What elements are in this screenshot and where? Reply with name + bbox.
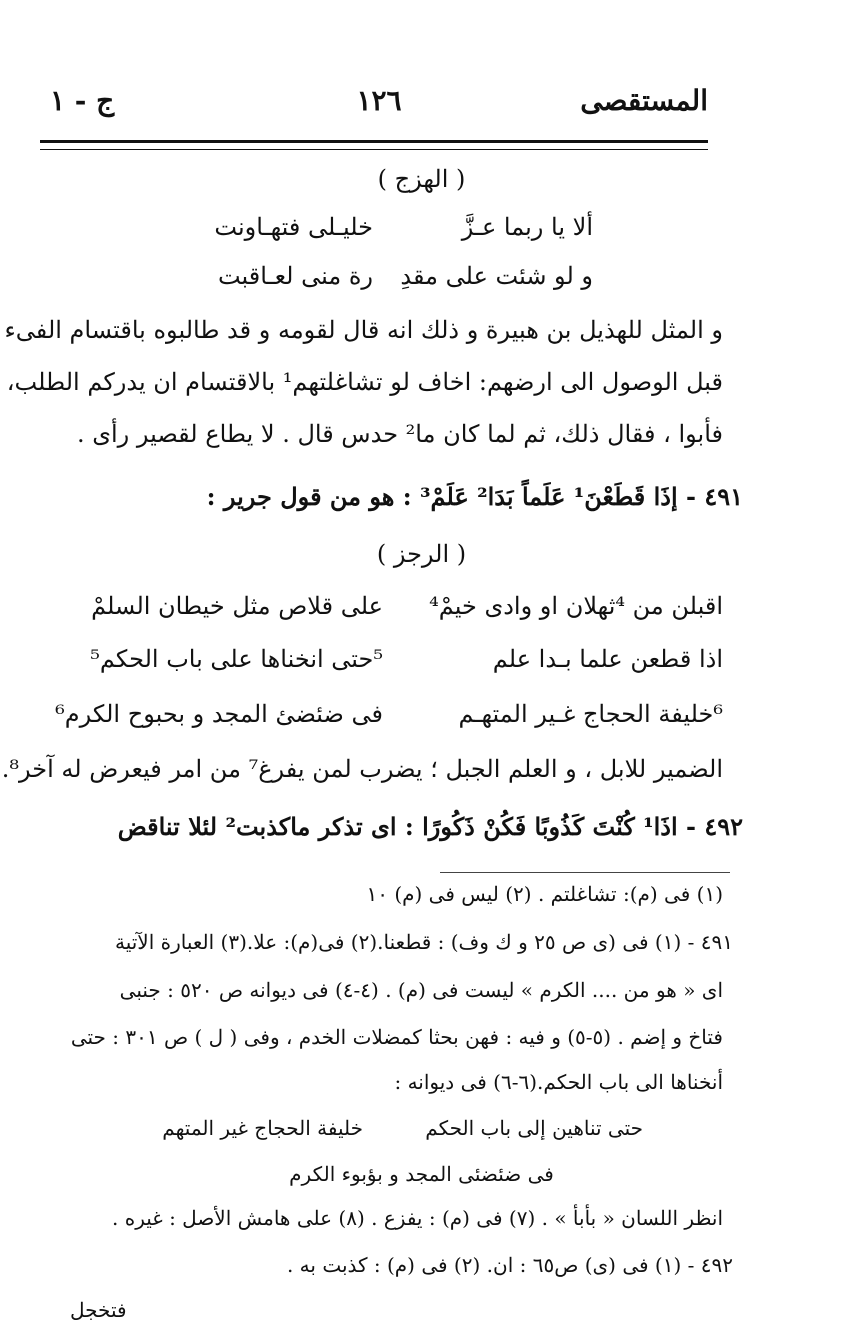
verse3-hemistich-a: اقبلن من ⁴ثهلان او وادى خيمْ⁴	[429, 592, 723, 620]
verse1-hemistich-b: خليـلى فتهـاونت	[214, 213, 373, 241]
verse3-hemistich-b: على قلاص مثل خيطان السلمْ	[91, 592, 383, 620]
verse5-hemistich-b: فى ضئضئ المجد و بحبوح الكرم⁶	[55, 700, 383, 728]
footnote-verse1-a: حتى تناهين إلى باب الحكم	[425, 1116, 643, 1140]
verse1-hemistich-a: ألا يا ربما عـزَّ	[461, 213, 593, 241]
book-title: المستقصى	[580, 84, 708, 117]
meter-label-hazaj: ( الهزج )	[377, 165, 466, 193]
header-rule-thin	[40, 149, 708, 150]
footnote-491-line2: اى « هو من .... الكرم » ليست فى (م) . (٤-٤) فى ديوانه ص ٥٢٠ : جنبى	[119, 978, 723, 1002]
catchword: فتخجل	[70, 1298, 127, 1322]
meter-label-rajaz: ( الرجز )	[376, 540, 467, 568]
footnote-491-line5: انظر اللسان « بأبأ » . (٧) فى (م) : يفزع . (٨) على هامش الأصل : غيره .	[112, 1206, 723, 1230]
verse5-hemistich-a: ⁶خليفة الحجاج غـير المتهـم	[458, 700, 723, 728]
footnote-491-line1: ٤٩١ - (١) فى (ى ص ٢٥ و ك وف) : قطعنا.(٢) فى(م): علا.(٣) العبارة الآتية	[114, 930, 733, 954]
verse2-hemistich-a: و لو شئت على مقدِ	[400, 262, 593, 290]
page-number: ١٢٦	[356, 84, 402, 117]
volume-number: ج - ١	[50, 84, 115, 117]
verse2-hemistich-b: رة منى لعـاقبت	[217, 262, 373, 290]
footnote-491-line4: أنخناها الى باب الحكم.(٦-٦) فى ديوانه :	[394, 1070, 723, 1094]
para1-line1: و المثل للهذيل بن هبيرة و ذلك انه قال لقومه و قد طالبوه باقتسام الفىء	[4, 316, 723, 344]
para1-line2: قبل الوصول الى ارضهم: اخاف لو تشاغلتهم¹ بالاقتسام ان يدركم الطلب،	[6, 368, 723, 396]
footnote-1: (١) فى (م): تشاغلتم . (٢) ليس فى (م) ١٠	[366, 882, 723, 906]
entry-492-heading: ٤٩٢ - اذَا¹ كُنْتَ كَذُوبًا فَكُنْ ذَكُورًا : اى تذكر ماكذبت² لئلا تناقض	[117, 812, 743, 841]
para1-line3: فأبوا ، فقال ذلك، ثم لما كان ما² حدس قال . لا يطاع لقصير رأى .	[76, 420, 723, 448]
header-rule-thick	[40, 140, 708, 143]
footnote-verse1-b: خليفة الحجاج غير المتهم	[162, 1116, 363, 1140]
footnote-verse2: فى ضئضئى المجد و بؤبوء الكرم	[289, 1162, 554, 1186]
verse4-hemistich-a: اذا قطعن علما بـدا علم	[492, 645, 723, 673]
footnote-492: ٤٩٢ - (١) فى (ى) ص٦٥ : ان. (٢) فى (م) : كذبت به .	[286, 1253, 733, 1277]
para2-line: الضمير للابل ، و العلم الجبل ؛ يضرب لمن يفرغ⁷ من امر فيعرض له آخر⁸.	[1, 755, 723, 783]
footnote-491-line3: فتاخ و إضم . (٥-٥) و فيه : فهن بحثا كمضلات الخدم ، وفى ( ل ) ص ٣٠١ : حتى	[70, 1025, 723, 1049]
verse4-hemistich-b: ⁵حتى انخناها على باب الحكم⁵	[90, 645, 383, 673]
entry-491-heading: ٤٩١ - إذَا قَطَعْنَ¹ عَلَماً بَدَا² عَلَمْ³ : هو من قول جرير :	[206, 482, 743, 511]
running-header	[50, 84, 708, 134]
footnote-separator	[440, 872, 730, 873]
